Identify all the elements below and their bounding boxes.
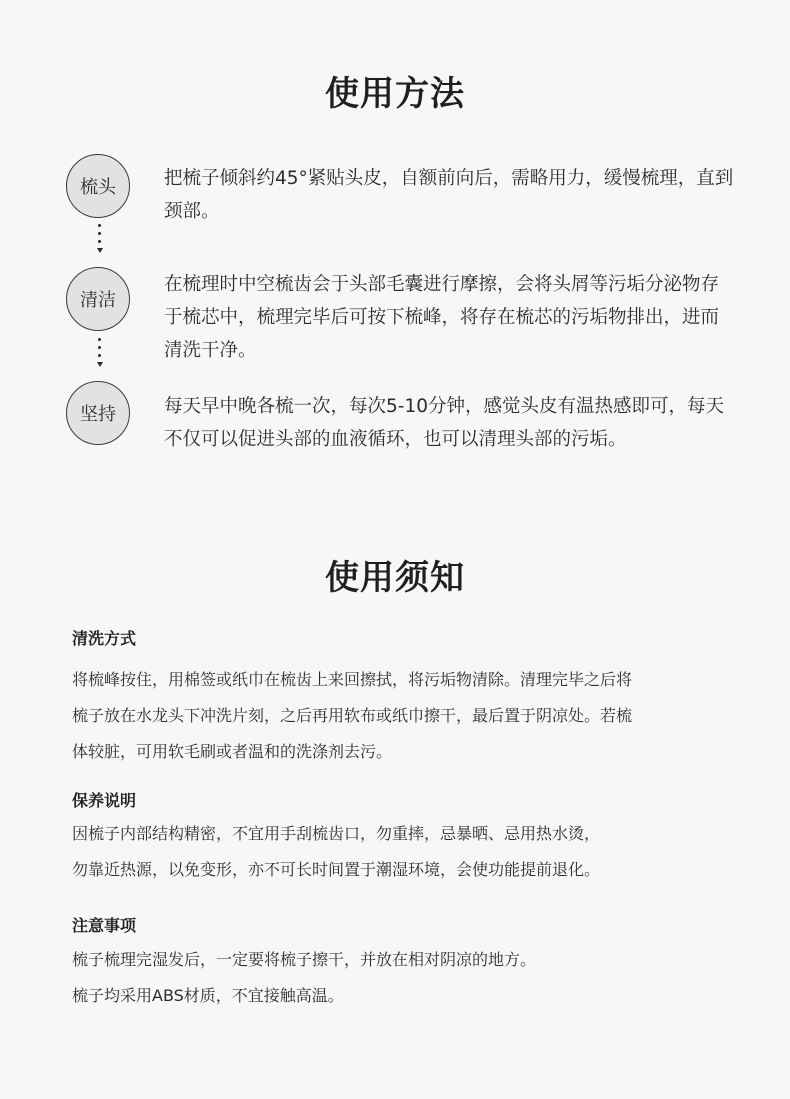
maintenance-text (72, 816, 712, 888)
cleaning-text (72, 662, 712, 770)
cleaning-heading: 清洗方式 (72, 629, 137, 648)
text-line: 因梳子内部结构精密，不宜用手刮梳齿口，勿重摔，忌暴晒、忌用热水烫， (72, 824, 601, 843)
step-badge-clean: 清洁 (66, 267, 130, 331)
text-line: 体较脏，可用软毛刷或者温和的洗涤剂去污。 (72, 742, 393, 761)
notes-text (72, 942, 712, 1014)
text-line: 将梳峰按住，用棉签或纸巾在梳齿上来回擦拭，将污垢物清除。清理完毕之后将 (72, 670, 633, 689)
text-line: 梳子放在水龙头下冲洗片刻，之后再用软布或纸巾擦干，最后置于阴凉处。若梳 (72, 706, 633, 725)
text-line: 梳子梳理完湿发后，一定要将梳子擦干，并放在相对阴凉的地方。 (72, 950, 537, 969)
notice-title: 使用须知 (325, 558, 465, 598)
step-description: 在梳理时中空梳齿会于头部毛囊进行摩擦，会将头屑等污垢分泌物存于梳芯中，梳理完毕后可按下梳峰，将存在梳芯的污垢物排出，进而清洗干净。 (164, 274, 720, 361)
text-line: 勿靠近热源，以免变形，亦不可长时间置于潮湿环境，会使功能提前退化。 (72, 860, 601, 879)
text-line: 梳子均采用ABS材质，不宜接触高温。 (72, 986, 344, 1005)
step-description: 每天早中晚各梳一次，每次5-10分钟，感觉头皮有温热感即可，每天不仅可以促进头部的血液循环，也可以清理头部的污垢。 (164, 396, 724, 450)
maintenance-heading: 保养说明 (72, 791, 137, 810)
step-description: 把梳子倾斜约45°紧贴头皮，自额前向后，需略用力，缓慢梳理，直到颈部。 (164, 168, 734, 222)
arrow-down-icon (97, 362, 103, 367)
notes-heading: 注意事项 (72, 916, 137, 935)
step-badge-persist: 坚持 (66, 381, 130, 445)
usage-title: 使用方法 (325, 74, 465, 114)
step-badge-comb: 梳头 (66, 154, 130, 218)
step-connector-dots (97, 224, 103, 258)
step-connector-dots (97, 338, 103, 372)
arrow-down-icon (97, 248, 103, 253)
